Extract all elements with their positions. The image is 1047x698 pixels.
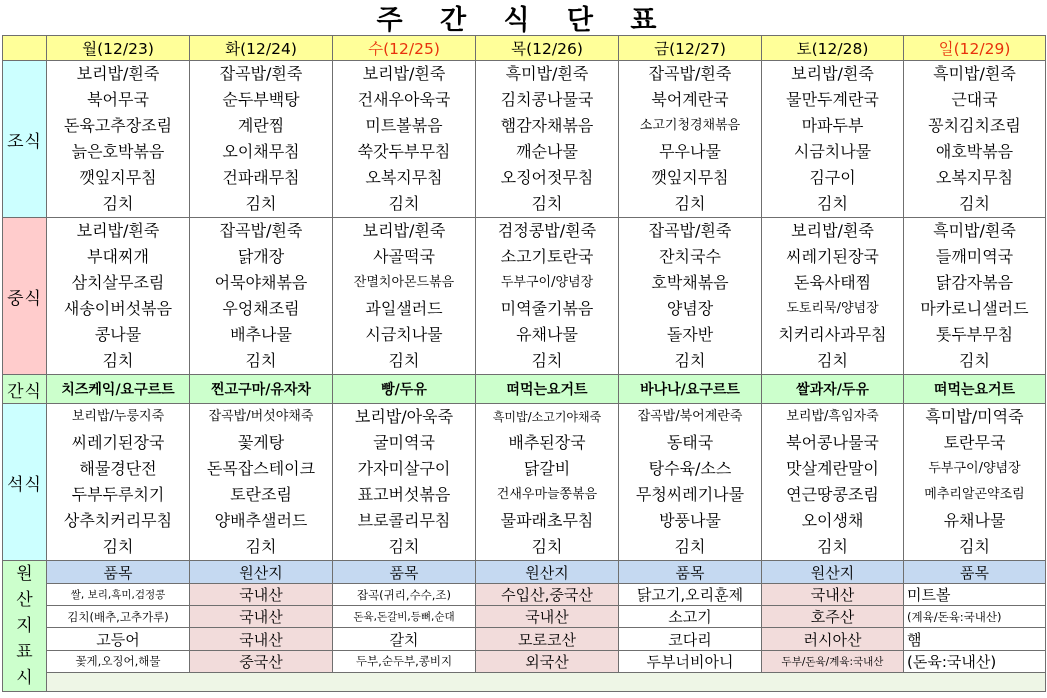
snack-row	[3, 375, 1046, 404]
origin-header-item: 품목	[904, 561, 1046, 584]
snack-cell: 찐고구마/유자차	[190, 375, 333, 404]
origin-header-origin: 원산지	[190, 561, 333, 584]
origin-value: 러시아산	[762, 628, 904, 650]
dish-item: 돈육사태찜	[793, 273, 872, 292]
dish-item: 김치	[102, 351, 134, 370]
origin-label-char: 원	[16, 564, 33, 584]
snack-cell: 떠먹는요거트	[476, 375, 619, 404]
origin-item: (돈육:국내산)	[904, 650, 1046, 672]
dish-item: 가자미살구이	[357, 459, 451, 478]
dinner-cell	[619, 404, 762, 561]
origin-item: 고등어	[47, 628, 190, 650]
dish-item: 흑미밥/미역죽	[925, 407, 1024, 426]
origin-item: 쌀, 보리,흑미,검정콩	[47, 584, 190, 606]
dish-item: 깨순나물	[516, 142, 578, 161]
snack-cell: 떠먹는요거트	[904, 375, 1046, 404]
dinner-cell	[476, 404, 619, 561]
dish-item: 톳두부무침	[935, 325, 1014, 344]
origin-row	[3, 584, 1046, 606]
dish-item: 두부구이/양념장	[928, 461, 1021, 476]
origin-row	[3, 650, 1046, 672]
dish-item: 양념장	[666, 299, 714, 318]
dish-item: 애호박볶음	[935, 142, 1014, 161]
dish-item: 보리밥/흰죽	[791, 221, 874, 240]
breakfast-cell	[904, 61, 1046, 218]
origin-header-origin: 원산지	[476, 561, 619, 584]
origin-item: 코다리	[619, 628, 762, 650]
breakfast-cell	[476, 61, 619, 218]
origin-header-item: 품목	[333, 561, 476, 584]
dish-item: 잡곡밥/흰죽	[648, 64, 732, 83]
dish-item: 보리밥/흰죽	[76, 221, 160, 240]
origin-item: 미트볼	[904, 584, 1046, 606]
day-header: 일(12/29)	[904, 36, 1046, 61]
dish-item: 호박채볶음	[651, 273, 729, 292]
dish-item: 꽁치김치조림	[928, 116, 1021, 135]
menu-body	[3, 36, 1046, 692]
breakfast-cell	[762, 61, 904, 218]
dish-item: 두부구이/양념장	[500, 275, 594, 290]
dish-item: 김구이	[809, 168, 856, 187]
origin-row	[3, 628, 1046, 650]
dish-item: 잡곡밥/흰죽	[219, 64, 303, 83]
dish-item: 보리밥/아욱죽	[354, 407, 454, 426]
dish-item: 우엉채조림	[222, 299, 300, 318]
dish-item: 돌자반	[666, 325, 714, 344]
dish-item: 과일샐러드	[365, 299, 443, 318]
day-header: 월(12/23)	[47, 36, 190, 61]
origin-item: 소고기	[619, 606, 762, 628]
dish-item: 햄감자채볶음	[500, 116, 594, 135]
dish-item: 김치	[388, 351, 420, 370]
origin-header-item: 품목	[619, 561, 762, 584]
origin-item: 김치(배추,고추가루)	[47, 606, 190, 628]
dish-item: 잡곡밥/버섯야채죽	[208, 409, 314, 424]
dish-item: 건파래무침	[222, 168, 300, 187]
dish-item: 배추나물	[230, 325, 292, 344]
day-header: 목(12/26)	[476, 36, 619, 61]
lunch-cell	[904, 218, 1046, 375]
dish-item: 김치	[388, 194, 420, 213]
dish-item: 보리밥/흑임자죽	[786, 409, 879, 424]
dish-item: 순두부백탕	[222, 90, 300, 109]
dish-item: 김치	[817, 537, 848, 556]
dish-item: 치커리사과무침	[778, 325, 887, 344]
origin-item: (계육/돈육:국내산)	[904, 606, 1046, 628]
dish-item: 북어콩나물국	[786, 433, 879, 452]
origin-label	[3, 561, 47, 692]
dish-item: 소고기청경채볶음	[639, 118, 741, 133]
page-title: 주 간 식 단 표	[376, 4, 671, 36]
dish-item: 북어무국	[87, 90, 149, 109]
dish-item: 배추된장국	[508, 433, 586, 452]
origin-value: 수입산,중국산	[476, 584, 619, 606]
origin-label-char: 표	[16, 642, 33, 662]
origin-item: 햄	[904, 628, 1046, 650]
dish-item: 꽃게탕	[237, 433, 285, 452]
dish-item: 상추치커리무침	[63, 511, 173, 530]
dish-item: 오이채무침	[222, 142, 300, 161]
dish-item: 어묵야채볶음	[214, 273, 308, 292]
dish-item: 마카로니샐러드	[920, 299, 1029, 318]
origin-item: 두부너비아니	[619, 650, 762, 672]
dish-item: 잡곡밥/북어계란죽	[637, 409, 743, 424]
day-header: 화(12/24)	[190, 36, 333, 61]
dish-item: 김치	[388, 537, 420, 556]
dish-item: 시금치나물	[365, 325, 443, 344]
dish-item: 토란무국	[943, 433, 1006, 452]
dish-item: 잡곡밥/흰죽	[648, 221, 732, 240]
origin-header-item: 품목	[47, 561, 190, 584]
origin-item: 돈육,돈갈비,등뼈,순대	[333, 606, 476, 628]
origin-header-origin: 원산지	[762, 561, 904, 584]
dish-item: 연근땅콩조림	[786, 485, 879, 504]
dish-item: 흑미밥/소고기야채죽	[492, 410, 602, 424]
origin-value: 국내산	[762, 584, 904, 606]
dish-item: 오복지무침	[935, 168, 1014, 187]
dish-item: 김치	[674, 194, 706, 213]
origin-item: 갈치	[333, 628, 476, 650]
origin-item: 잡곡(귀리,수수,조)	[333, 584, 476, 606]
dish-item: 오이생채	[801, 511, 864, 530]
dish-item: 탕수육/소스	[648, 459, 732, 478]
lunch-label: 중식	[3, 218, 47, 375]
dish-item: 토란조림	[230, 485, 292, 504]
weekly-menu-table	[2, 35, 1046, 692]
dish-item: 돈육고추장조림	[63, 116, 173, 135]
origin-value: 두부/돈육/계육:국내산	[762, 650, 904, 672]
dish-item: 시금치나물	[793, 142, 872, 161]
dish-item: 보리밥/흰죽	[362, 64, 446, 83]
dish-item: 무우나물	[659, 142, 721, 161]
origin-value: 국내산	[190, 584, 333, 606]
day-header: 토(12/28)	[762, 36, 904, 61]
origin-row	[3, 606, 1046, 628]
dish-item: 두부두루치기	[71, 485, 165, 504]
dish-item: 김치	[959, 194, 990, 213]
origin-item: 닭고기,오리훈제	[619, 584, 762, 606]
day-header: 금(12/27)	[619, 36, 762, 61]
dish-item: 굴미역국	[373, 433, 435, 452]
breakfast-cell	[333, 61, 476, 218]
dish-item: 해물경단전	[79, 459, 157, 478]
lunch-cell	[476, 218, 619, 375]
dish-item: 김치콩나물국	[500, 90, 594, 109]
dinner-cell	[762, 404, 904, 561]
breakfast-row	[3, 61, 1046, 218]
origin-value: 호주산	[762, 606, 904, 628]
snack-cell: 빵/두유	[333, 375, 476, 404]
origin-value: 국내산	[476, 606, 619, 628]
dinner-cell	[47, 404, 190, 561]
dish-item: 건새우마늘쫑볶음	[496, 487, 598, 502]
lunch-cell	[619, 218, 762, 375]
origin-item: 두부,순두부,콩비지	[333, 650, 476, 672]
dish-item: 마파두부	[801, 116, 864, 135]
dish-item: 김치	[959, 537, 990, 556]
dish-item: 유채나물	[516, 325, 578, 344]
dish-item: 씨레기된장국	[71, 433, 165, 452]
dish-item: 깻잎지무침	[79, 168, 157, 187]
breakfast-cell	[47, 61, 190, 218]
dish-item: 동태국	[666, 433, 714, 452]
dinner-cell	[333, 404, 476, 561]
dish-item: 보리밥/흰죽	[791, 64, 874, 83]
dish-item: 메추리알곤약조림	[924, 487, 1025, 502]
dish-item: 오복지무침	[365, 168, 443, 187]
dish-item: 김치	[245, 351, 277, 370]
dish-item: 잡곡밥/흰죽	[219, 221, 303, 240]
breakfast-cell	[190, 61, 333, 218]
dish-item: 김치	[245, 194, 277, 213]
lunch-row	[3, 218, 1046, 375]
snack-label: 간식	[3, 375, 47, 404]
blank-cell	[47, 672, 1046, 691]
dish-item: 김치	[245, 537, 277, 556]
dinner-cell	[904, 404, 1046, 561]
dish-item: 김치	[817, 351, 848, 370]
dish-item: 맛살계란말이	[786, 459, 879, 478]
dish-item: 김치	[531, 351, 563, 370]
snack-cell: 바나나/요구르트	[619, 375, 762, 404]
dish-item: 늙은호박볶음	[71, 142, 165, 161]
dish-item: 물만두계란국	[786, 90, 879, 109]
dish-item: 무청씨레기나물	[635, 485, 745, 504]
dish-item: 김치	[102, 537, 134, 556]
dish-item: 미역줄기볶음	[500, 299, 594, 318]
origin-value: 중국산	[190, 650, 333, 672]
dish-item: 건새우아욱국	[357, 90, 451, 109]
lunch-cell	[762, 218, 904, 375]
dish-item: 김치	[531, 194, 563, 213]
lunch-cell	[190, 218, 333, 375]
dish-item: 김치	[674, 351, 706, 370]
dish-item: 김치	[959, 351, 990, 370]
dish-item: 소고기토란국	[500, 247, 594, 266]
dish-item: 들깨미역국	[935, 247, 1014, 266]
dish-item: 돈목잡스테이크	[206, 459, 316, 478]
dinner-cell	[190, 404, 333, 561]
dish-item: 사골떡국	[373, 247, 435, 266]
origin-value: 국내산	[190, 606, 333, 628]
dish-item: 김치	[817, 194, 848, 213]
dish-item: 닭갈비	[523, 459, 571, 478]
origin-value: 모로코산	[476, 628, 619, 650]
corner-cell	[3, 36, 47, 61]
dish-item: 잔치국수	[659, 247, 721, 266]
dish-item: 오징어젓무침	[500, 168, 594, 187]
dish-item: 김치	[674, 537, 706, 556]
dish-item: 새송이버섯볶음	[63, 299, 173, 318]
dinner-label: 석식	[3, 404, 47, 561]
dish-item: 도토리묵/양념장	[786, 301, 879, 316]
lunch-cell	[333, 218, 476, 375]
breakfast-cell	[619, 61, 762, 218]
dish-item: 보리밥/흰죽	[362, 221, 446, 240]
dish-item: 콩나물	[94, 325, 142, 344]
dish-item: 물파래초무침	[500, 511, 594, 530]
dish-item: 근대국	[951, 90, 998, 109]
dish-item: 김치	[102, 194, 134, 213]
dish-item: 흑미밥/흰죽	[933, 64, 1016, 83]
dish-item: 유채나물	[943, 511, 1006, 530]
origin-header-row	[3, 561, 1046, 584]
dish-item: 검정콩밥/흰죽	[497, 221, 597, 240]
dish-item: 보리밥/흰죽	[76, 64, 160, 83]
dish-item: 흑미밥/흰죽	[933, 221, 1016, 240]
day-header-row	[3, 36, 1046, 61]
dish-item: 북어계란국	[651, 90, 729, 109]
origin-item: 꽃게,오징어,해물	[47, 650, 190, 672]
origin-label-char: 산	[16, 590, 33, 610]
origin-label-char: 지	[16, 616, 33, 636]
dish-item: 잔멸치아몬드볶음	[353, 275, 455, 290]
origin-label-char: 시	[16, 668, 33, 688]
dish-item: 삼치살무조림	[71, 273, 165, 292]
dish-item: 김치	[531, 537, 563, 556]
origin-value: 국내산	[190, 628, 333, 650]
dish-item: 표고버섯볶음	[357, 485, 451, 504]
dish-item: 미트볼볶음	[365, 116, 443, 135]
dish-item: 방풍나물	[659, 511, 721, 530]
dish-item: 브로콜리무침	[357, 511, 451, 530]
breakfast-label: 조식	[3, 61, 47, 218]
dish-item: 닭개장	[237, 247, 285, 266]
dish-item: 닭감자볶음	[935, 273, 1014, 292]
dish-item: 쑥갓두부무침	[357, 142, 451, 161]
dish-item: 부대찌개	[87, 247, 149, 266]
dish-item: 씨레기된장국	[786, 247, 879, 266]
dish-item: 계란찜	[237, 116, 285, 135]
dish-item: 양배추샐러드	[214, 511, 308, 530]
origin-value: 외국산	[476, 650, 619, 672]
dish-item: 흑미밥/흰죽	[505, 64, 589, 83]
dish-item: 깻잎지무침	[651, 168, 729, 187]
snack-cell: 쌀과자/두유	[762, 375, 904, 404]
dinner-row	[3, 404, 1046, 561]
lunch-cell	[47, 218, 190, 375]
blank-row	[3, 672, 1046, 691]
day-header: 수(12/25)	[333, 36, 476, 61]
dish-item: 보리밥/누룽지죽	[71, 409, 165, 424]
snack-cell: 치즈케익/요구르트	[47, 375, 190, 404]
